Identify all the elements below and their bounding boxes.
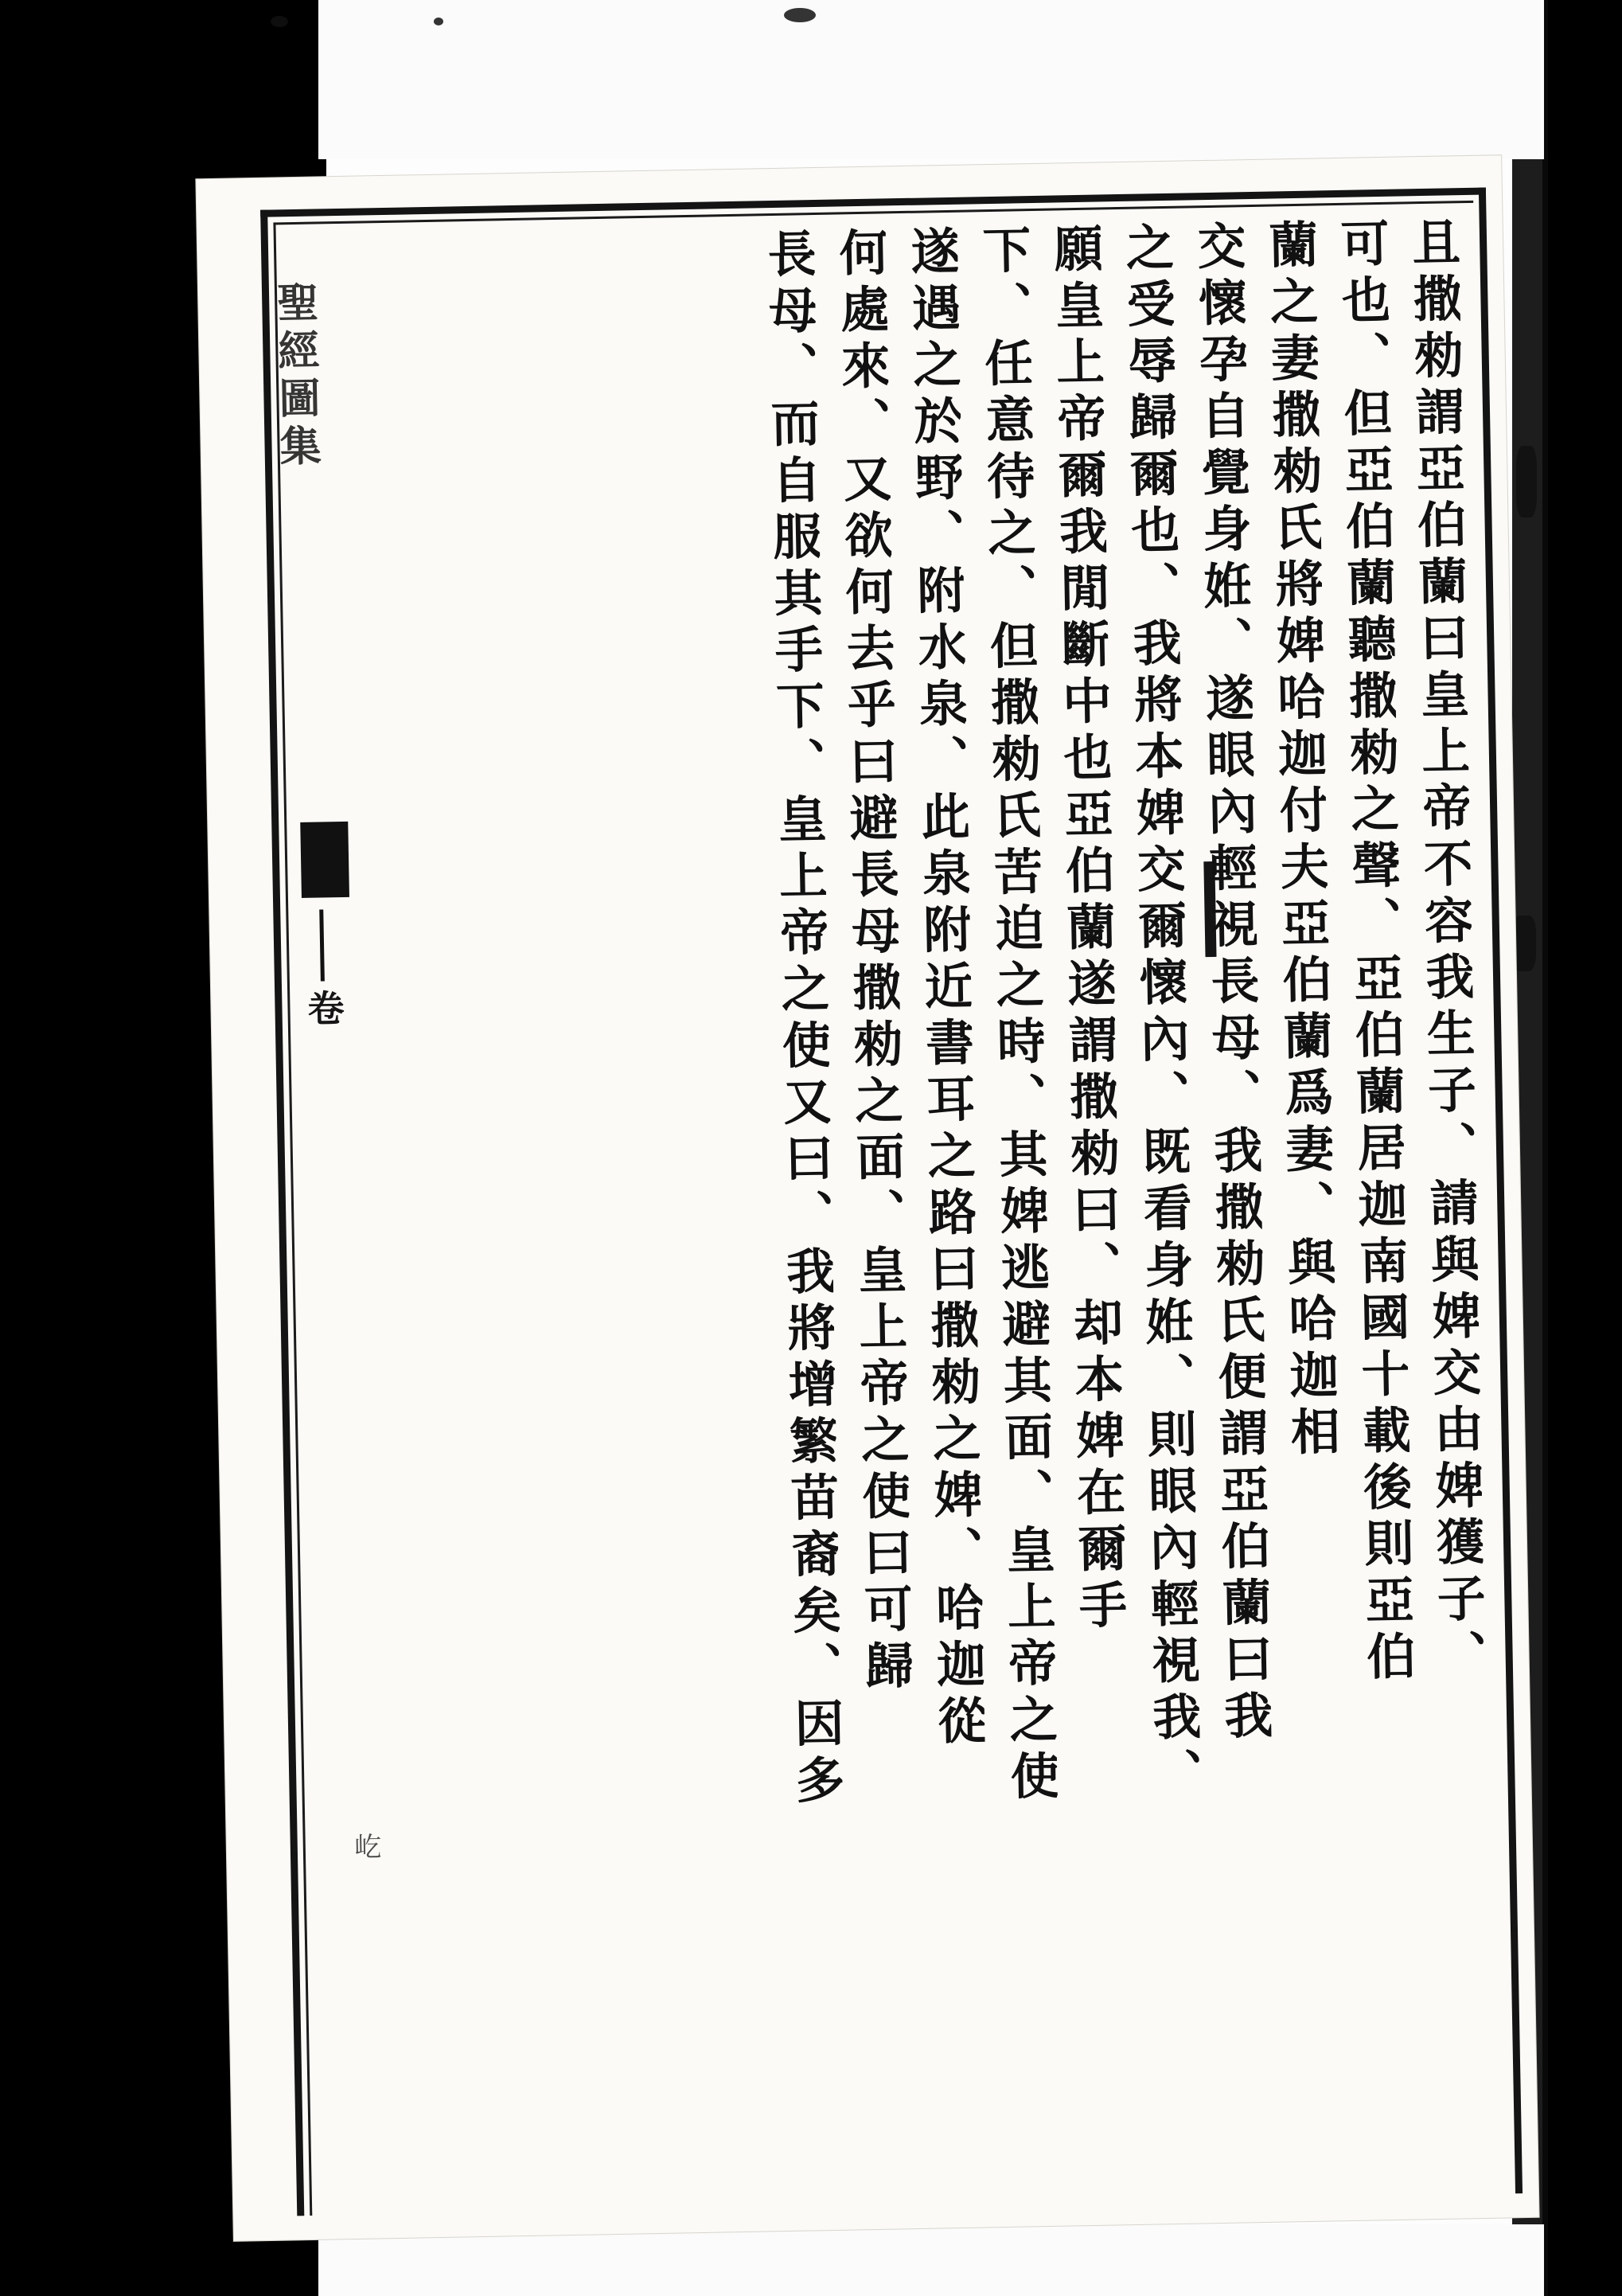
scan-right-black-band <box>1542 0 1622 2296</box>
marginalia-note: 屹 <box>349 1832 382 1862</box>
text-column: 願皇上帝爾我閒斷中也亞伯蘭遂謂撒勑曰、却本婢在爾手 <box>1045 222 1130 1637</box>
text-column: 遂遇之於野、附水泉、此泉附近書耳之路曰撒勑之婢、哈迦從 <box>902 225 988 1752</box>
text-column: 下、任意待之、但撒勑氏苦迫之時、其婢逃避其面、皇上帝之使 <box>973 224 1062 1808</box>
text-column: 何處來、又欲何去乎曰避長母撒勑之面、皇上帝之使曰可歸 <box>830 226 916 1697</box>
scan-left-black-notch <box>263 0 326 199</box>
text-column: 蘭之妻撒勑氏將婢哈迦付夫亞伯蘭爲妻、與哈迦相 <box>1260 218 1342 1463</box>
scan-speck <box>784 8 816 22</box>
text-column: 之受辱歸爾也、我將本婢交爾懷內、既看身姙、則眼內輕視我、 <box>1117 221 1205 1805</box>
scan-speck <box>434 18 443 25</box>
text-column: 交懷孕自覺身姙、遂眼內輕視長母、我撒勑氏便謂亞伯蘭曰我 <box>1188 220 1275 1747</box>
spine-title: 聖經圖集 <box>269 280 322 473</box>
spine-volume-label: 卷 <box>302 988 346 1031</box>
scan-top-margin <box>318 0 1544 159</box>
text-column: 長母、而自服其手下、皇上帝之使又曰、我將增繁苗裔矣、因多 <box>758 228 847 1811</box>
text-column: 且撒勑謂亞伯蘭曰皇上帝不容我生子、請與婢交由婢獲子、 <box>1403 216 1489 1687</box>
printed-leaf <box>196 155 1538 2241</box>
scan-speck <box>1516 446 1537 517</box>
text-block <box>289 216 1495 2224</box>
text-column: 可也、但亞伯蘭聽撒勑之聲、亞伯蘭居迦南國十載後則亞伯 <box>1332 217 1417 1688</box>
scan-speck <box>271 16 288 27</box>
